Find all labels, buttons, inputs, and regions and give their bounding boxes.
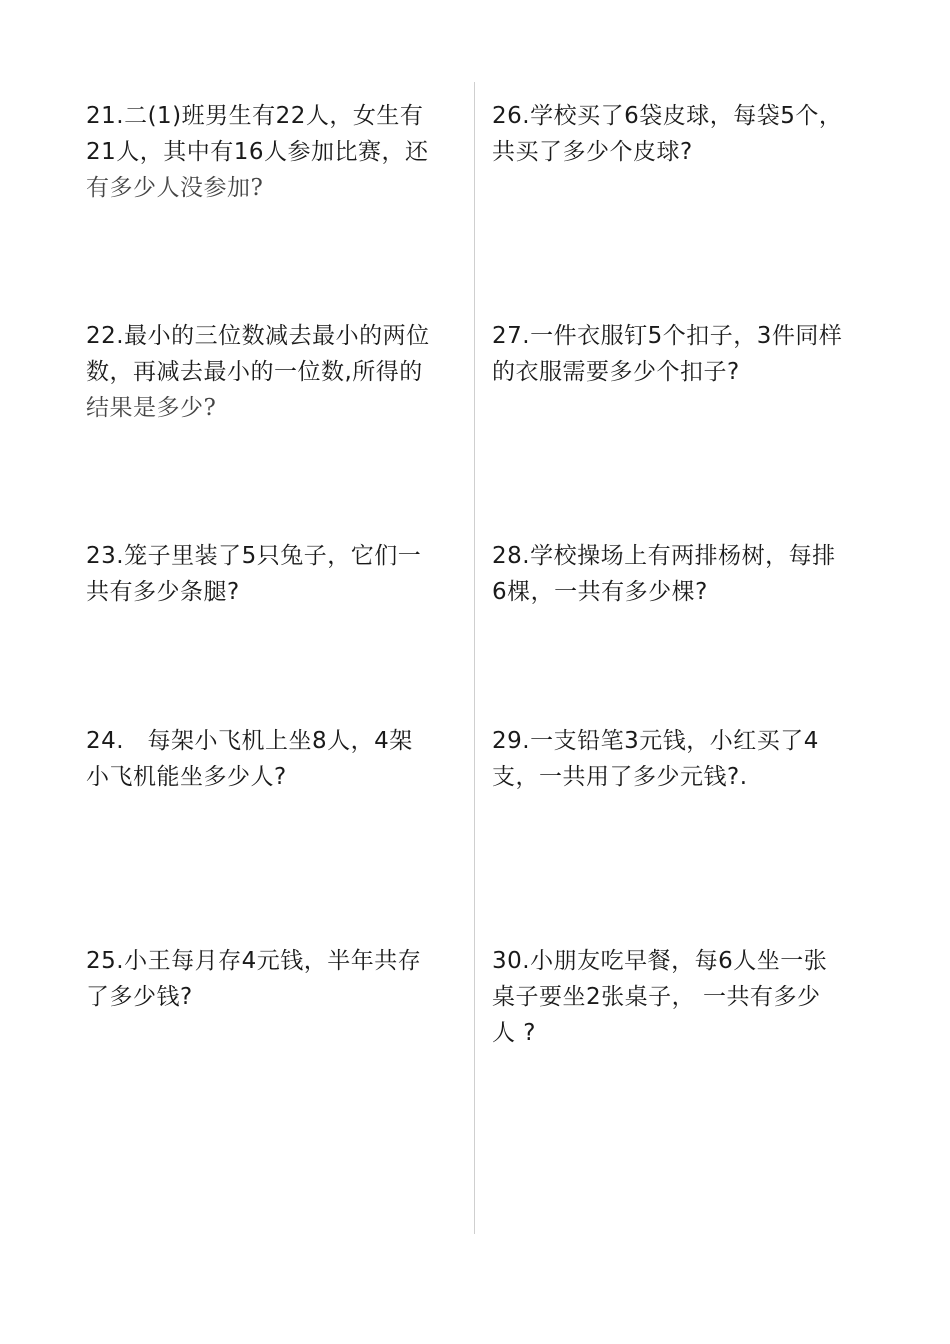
problem-line: 21人，其中有16人参加比赛，还 bbox=[86, 139, 429, 165]
problem-line: 支，一共用了多少元钱?. bbox=[492, 764, 748, 790]
problem-line: 小飞机能坐多少人? bbox=[86, 764, 287, 790]
problem-line: 的衣服需要多少个扣子? bbox=[492, 359, 740, 385]
problem-22 bbox=[86, 318, 430, 426]
problem-line: 桌子要坐2张桌子， 一共有多少 bbox=[492, 984, 821, 1010]
problem-line: 数，再减去最小的一位数,所得的 bbox=[86, 359, 423, 385]
problem-line: 22.最小的三位数减去最小的两位 bbox=[86, 323, 430, 349]
problem-line: 29.一支铅笔3元钱，小红买了4 bbox=[492, 728, 819, 754]
problem-29 bbox=[492, 723, 819, 795]
problem-27 bbox=[492, 318, 842, 390]
problem-line: 30.小朋友吃早餐，每6人坐一张 bbox=[492, 948, 828, 974]
problem-line: 有多少人没参加? bbox=[86, 175, 264, 201]
problem-24 bbox=[86, 723, 413, 795]
problem-line: 人 ? bbox=[492, 1020, 537, 1046]
problem-line: 23.笼子里装了5只兔子，它们一 bbox=[86, 543, 422, 569]
problem-line: 21.二(1)班男生有22人，女生有 bbox=[86, 103, 424, 129]
problem-line: 共有多少条腿? bbox=[86, 579, 240, 605]
problem-25 bbox=[86, 943, 421, 1015]
problem-26 bbox=[492, 98, 842, 170]
problem-line: 了多少钱? bbox=[86, 984, 193, 1010]
problem-line: 24. 每架小飞机上坐8人，4架 bbox=[86, 728, 413, 754]
problem-line: 结果是多少? bbox=[86, 395, 217, 421]
problem-line: 28.学校操场上有两排杨树，每排 bbox=[492, 543, 836, 569]
problem-30 bbox=[492, 943, 827, 1051]
problem-23 bbox=[86, 538, 421, 610]
problem-21 bbox=[86, 98, 429, 206]
problem-line: 共买了多少个皮球? bbox=[492, 139, 693, 165]
problem-line: 26.学校买了6袋皮球，每袋5个， bbox=[492, 103, 843, 129]
problem-line: 27.一件衣服钉5个扣子，3件同样 bbox=[492, 323, 843, 349]
problem-line: 25.小王每月存4元钱，半年共存 bbox=[86, 948, 422, 974]
column-divider bbox=[474, 82, 475, 1234]
problem-line: 6棵，一共有多少棵? bbox=[492, 579, 708, 605]
problem-28 bbox=[492, 538, 836, 610]
